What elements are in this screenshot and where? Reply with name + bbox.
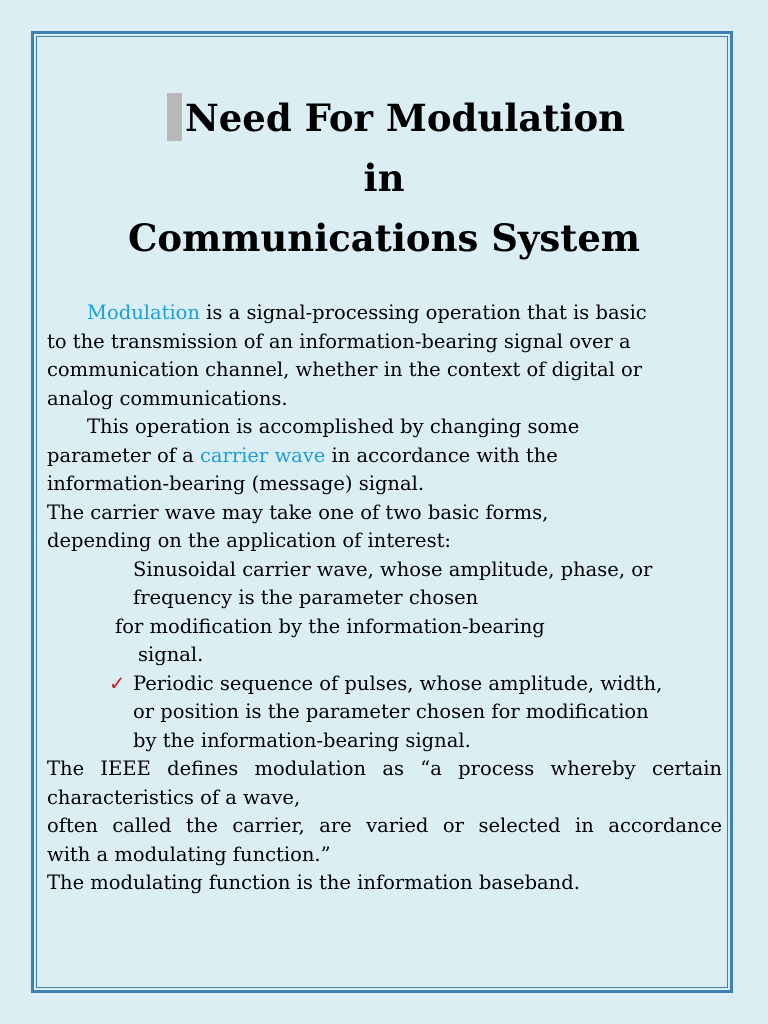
- p2-line-2-post: in accordance with the: [325, 443, 558, 467]
- paragraph-4-line-1: The IEEE defines modulation as “a process whereby certain: [47, 757, 722, 780]
- paragraph-1-line-4: analog communications.: [47, 386, 288, 410]
- paragraph-2-line-3: information-bearing (message) signal.: [47, 472, 425, 495]
- list-item-2-line-2: or position is the parameter chosen for modification: [133, 700, 649, 723]
- paragraph-3-line-2: depending on the application of interest:: [47, 529, 451, 552]
- paragraph-4-line-2: characteristics of a wave,: [47, 785, 301, 809]
- paragraph-4-line-4: with a modulating function.”: [47, 842, 331, 866]
- paragraph-2-line-1: This operation is accomplished by changing some: [87, 415, 580, 438]
- paragraph-4-line-3: often called the carrier, are varied or selected in accordance: [47, 814, 722, 837]
- title-text-1: Need For Modulation: [184, 96, 626, 140]
- modulation-term: Modulation: [87, 301, 200, 324]
- paragraph-1-line-3: communication channel, whether in the context of digital or: [47, 358, 643, 381]
- list-item-2-text-1: Periodic sequence of pulses, whose amplitude, width,: [133, 671, 663, 695]
- page-title: [0, 88, 768, 268]
- paragraph-1-line-2: to the transmission of an information-bearing signal over a: [47, 329, 631, 353]
- p1-line-1-rest: is a signal-processing operation that is basic: [199, 301, 647, 324]
- title-line-1: [0, 88, 768, 148]
- document-body: [47, 299, 722, 898]
- title-line-3: Communications System: [127, 216, 641, 260]
- paragraph-2-line-2: [47, 442, 722, 471]
- paragraph-3-line-1: The carrier wave may take one of two basic forms,: [47, 500, 549, 524]
- title-line-2: in: [363, 156, 405, 200]
- text-cursor-mark: [167, 93, 182, 141]
- list-item-1-line-1: Sinusoidal carrier wave, whose amplitude, phase, or: [133, 557, 653, 581]
- paragraph-1-line-1: [47, 299, 722, 328]
- list-item-2-line-3: by the information-bearing signal.: [133, 728, 471, 752]
- list-item-1-line-3: for modification by the information-bearing: [115, 614, 545, 638]
- paragraph-4-line-5: The modulating function is the information baseband.: [47, 871, 580, 894]
- checkmark-icon: ✓: [109, 671, 126, 695]
- p2-line-2-pre: parameter of a: [47, 443, 200, 467]
- carrier-wave-term: carrier wave: [199, 443, 326, 467]
- list-item-1-line-4: signal.: [138, 643, 204, 666]
- list-item-2-line-1: [47, 670, 722, 699]
- list-item-1-line-2: frequency is the parameter chosen: [133, 586, 479, 609]
